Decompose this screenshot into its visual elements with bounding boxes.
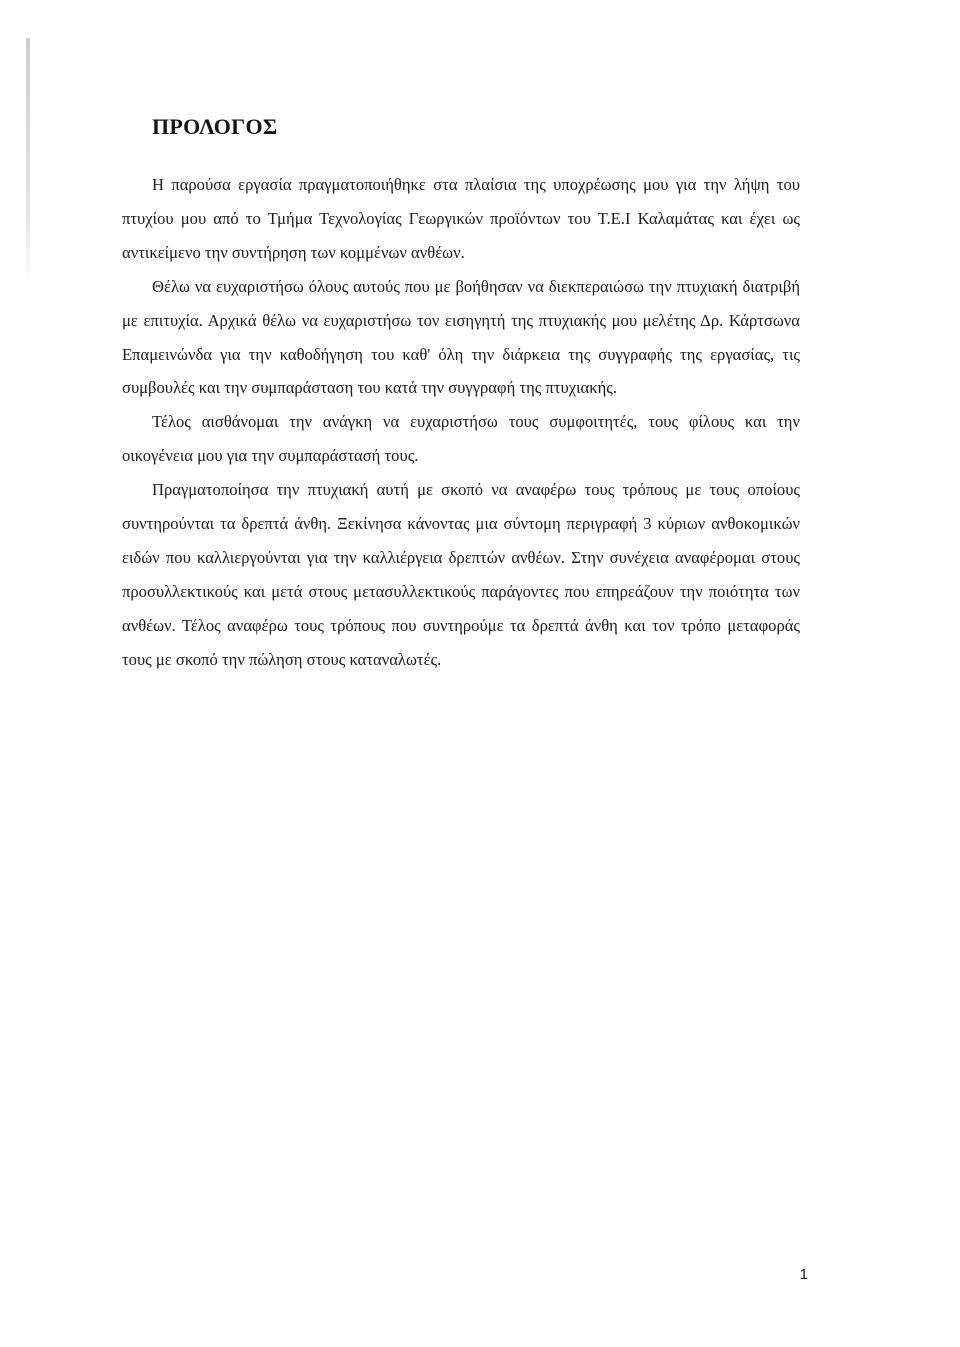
document-body — [122, 168, 800, 677]
page-number: 1 — [799, 1266, 808, 1283]
paragraph-intro: Η παρούσα εργασία πραγματοποιήθηκε στα πλαίσια της υποχρέωσης μου για την λήψη του πτυχίου μου από το Τμήμα Τεχνολογίας Γεωργικών προϊόντων του Τ.Ε.Ι Καλαμάτας και έχει ως αντικείμενο την συντήρηση των κομμένων ανθέων. — [122, 175, 800, 262]
paragraph-thanks-family: Τέλος αισθάνομαι την ανάγκη να ευχαριστήσω τους συμφοιτητές, τους φίλους και την οικογένεια μου για την συμπαράστασή τους. — [122, 412, 800, 466]
paragraph-purpose: Πραγματοποίησα την πτυχιακή αυτή με σκοπό να αναφέρω τους τρόπους με τους οποίους συντηρούνται τα δρεπτά άνθη. Ξεκίνησα κάνοντας μια σύντομη περιγραφή 3 κύριων ανθοκομικών ειδών που καλλιεργούνται για την καλλιέργεια δρεπτών ανθέων. Στην συνέχεια αναφέρομαι στους προσυλλεκτικούς και μετά στους μετασυλλεκτικούς παράγοντες που επηρεάζουν την ποιότητα των ανθέων. Τέλος αναφέρω τους τρόπους που συντηρούμε τα δρεπτά άνθη και τον τρόπο μεταφοράς τους με σκοπό την πώληση στους καταναλωτές. — [122, 480, 800, 669]
paragraph-acknowledgements: Θέλω να ευχαριστήσω όλους αυτούς που με βοήθησαν να διεκπεραιώσω την πτυχιακή διατριβή με επιτυχία. Αρχικά θέλω να ευχαριστήσω τον εισηγητή της πτυχιακής μου μελέτης Δρ. Κάρτσωνα Επαμεινώνδα για την καθοδήγηση του καθ' όλη την διάρκεια της συγγραφής της εργασίας, τις συμβουλές και την συμπαράσταση του κατά την συγγραφή της πτυχιακής. — [122, 276, 800, 398]
page-title: ΠΡΟΛΟΓΟΣ — [152, 114, 278, 139]
scan-edge-shadow — [26, 38, 30, 288]
